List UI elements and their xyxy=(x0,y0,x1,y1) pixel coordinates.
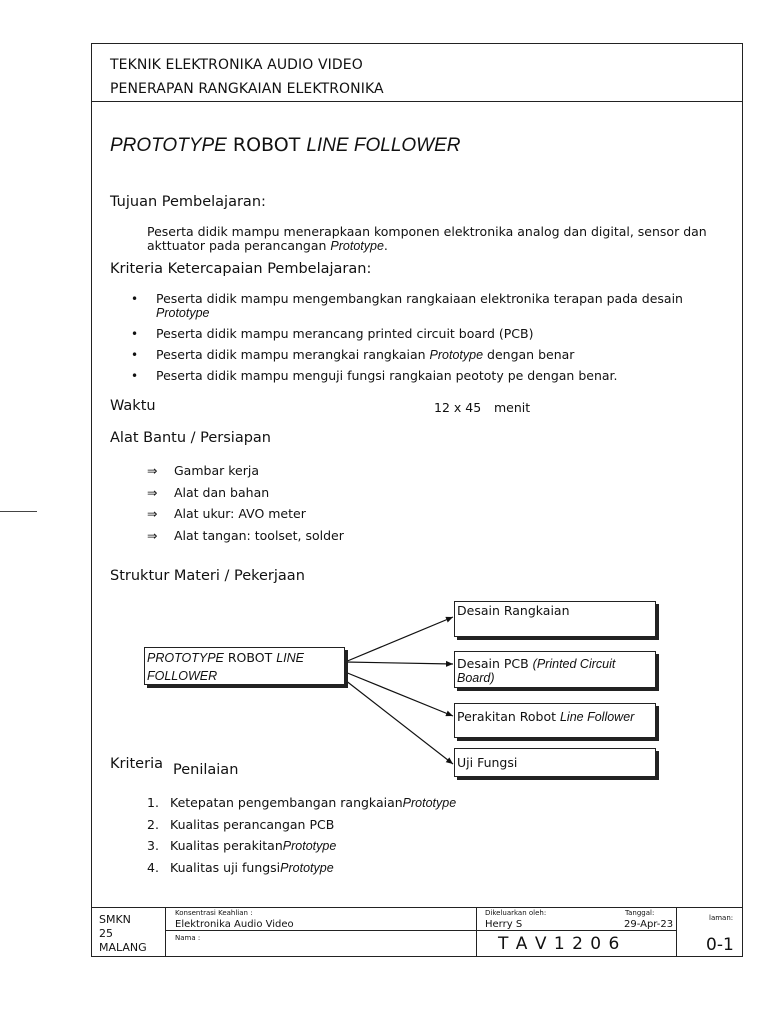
list-item-after: dengan benar xyxy=(483,347,575,362)
kriteria-penilaian-list xyxy=(147,792,456,878)
list-item-italic: Prototype xyxy=(402,795,457,810)
list-item-number: 2. xyxy=(147,816,159,832)
bullet-icon: • xyxy=(131,327,139,341)
perakitan-robot-box xyxy=(454,703,656,738)
connector-arrow xyxy=(345,680,453,764)
list-item-italic: Prototype xyxy=(429,348,484,362)
arrow-icon: ⇒ xyxy=(147,506,158,522)
school-line: SMKN xyxy=(99,913,131,926)
kriteria-ketercapaian-heading: Kriteria Ketercapaian Pembelajaran: xyxy=(110,261,372,277)
alat-bantu-heading: Alat Bantu / Persiapan xyxy=(110,430,271,446)
desain-rangkaian-box xyxy=(454,601,656,637)
footer-top-border xyxy=(91,907,743,908)
tujuan-heading: Tujuan Pembelajaran: xyxy=(110,194,266,210)
dikeluarkan-label: Dikeluarkan oleh: xyxy=(485,909,547,917)
footer-left-border xyxy=(91,929,92,957)
arrow-icon: ⇒ xyxy=(147,528,158,544)
uji-fungsi-box xyxy=(454,748,656,777)
waktu-unit: menit xyxy=(494,400,531,415)
connector-arrow xyxy=(345,662,453,664)
bullet-icon: • xyxy=(131,369,139,383)
list-item xyxy=(147,835,456,857)
tanggal-value: 29-Apr-23 xyxy=(624,919,674,930)
waktu-value: 12 x 45 xyxy=(434,400,482,415)
header-line-1: TEKNIK ELEKTRONIKA AUDIO VIDEO xyxy=(110,57,363,73)
list-item-text: Gambar kerja xyxy=(174,463,259,479)
main-topic-line-2: FOLLOWER xyxy=(147,669,218,683)
konsentrasi-label: Konsentrasi Keahlian : xyxy=(175,909,253,917)
list-item-text: Peserta didik mampu mengembangkan rangkaiaan elektronika terapan pada desain xyxy=(156,291,683,306)
list-item-italic: Prototype xyxy=(280,860,334,875)
footer-divider xyxy=(476,907,477,957)
tujuan-text-end: . xyxy=(383,238,388,253)
list-item xyxy=(147,857,456,879)
footer-mid-border xyxy=(165,930,676,931)
header-line-2: PENERAPAN RANGKAIAN ELEKTRONIKA xyxy=(110,81,384,97)
konsentrasi-value: Elektronika Audio Video xyxy=(175,919,294,930)
document-code: T A V 1 2 0 6 xyxy=(498,934,621,954)
arrow-icon: ⇒ xyxy=(147,463,158,479)
bullet-icon: • xyxy=(131,348,139,362)
nama-label: Nama : xyxy=(175,934,201,942)
list-item-text: Kualitas uji fungsi xyxy=(170,860,281,876)
list-item-number: 3. xyxy=(147,838,159,854)
waktu-label: Waktu xyxy=(110,398,156,414)
list-item xyxy=(147,792,456,814)
tujuan-text-italic: Prototype xyxy=(330,239,384,253)
box-text-italic: (Printed Circuit Board) xyxy=(457,657,616,685)
list-item-text: Alat dan bahan xyxy=(174,484,270,500)
arrow-icon: ⇒ xyxy=(147,484,158,500)
bullet-icon: • xyxy=(131,292,139,306)
main-topic-italic-2: LINE xyxy=(276,651,304,665)
school-line: MALANG xyxy=(99,941,147,954)
connector-arrow xyxy=(345,617,453,662)
footer-divider xyxy=(676,907,677,957)
list-item-number: 4. xyxy=(147,860,159,876)
main-topic-normal: ROBOT xyxy=(223,650,277,665)
title-part-1: PROTOTYPE xyxy=(110,135,227,156)
school-line: 25 xyxy=(99,927,113,940)
school-name xyxy=(99,913,147,955)
connector-arrow xyxy=(345,672,453,716)
list-item-text: Peserta didik mampu merancang printed circuit board (PCB) xyxy=(156,326,534,341)
box-text: Perakitan Robot xyxy=(457,709,560,724)
list-item-text: Peserta didik mampu merangkai rangkaian xyxy=(156,347,430,362)
laman-label: laman: xyxy=(709,914,734,922)
footer-divider xyxy=(165,907,166,957)
list-item-text: Peserta didik mampu menguji fungsi rangkaian peototy pe dengan benar. xyxy=(156,368,618,383)
box-text: Uji Fungsi xyxy=(457,755,518,770)
list-item-text: Alat tangan: toolset, solder xyxy=(174,528,344,544)
laman-value: 0-1 xyxy=(706,935,734,955)
dikeluarkan-value: Herry S xyxy=(485,919,523,930)
title-part-2: ROBOT xyxy=(232,134,301,156)
main-topic-italic-1: PROTOTYPE xyxy=(147,651,224,665)
desain-pcb-box xyxy=(454,651,656,688)
kriteria-penilaian-heading-1: Kriteria xyxy=(110,756,163,772)
kriteria-penilaian-heading-2: Penilaian xyxy=(173,762,239,778)
list-item-text: Ketepatan pengembangan rangkaian xyxy=(170,795,403,811)
main-topic-box xyxy=(144,647,345,685)
tanggal-label: Tanggal: xyxy=(625,909,655,917)
box-text: Desain PCB xyxy=(457,656,533,671)
box-text: Desain Rangkaian xyxy=(457,603,570,618)
list-item-italic: Prototype xyxy=(282,838,337,853)
box-text-italic: Line Follower xyxy=(559,710,635,724)
tujuan-text-main: Peserta didik mampu menerapkaan komponen elektronika analog dan digital, sensor dan akttuator pada perancangan xyxy=(147,224,707,253)
title-part-3: LINE FOLLOWER xyxy=(306,135,461,156)
list-item-text: Kualitas perakitan xyxy=(170,838,283,854)
list-item-number: 1. xyxy=(147,795,159,811)
list-item xyxy=(147,814,456,836)
struktur-heading: Struktur Materi / Pekerjaan xyxy=(110,568,305,584)
list-item-text: Alat ukur: AVO meter xyxy=(174,506,306,522)
list-item-italic: Prototype xyxy=(156,306,210,320)
list-item-text: Kualitas perancangan PCB xyxy=(170,816,335,832)
